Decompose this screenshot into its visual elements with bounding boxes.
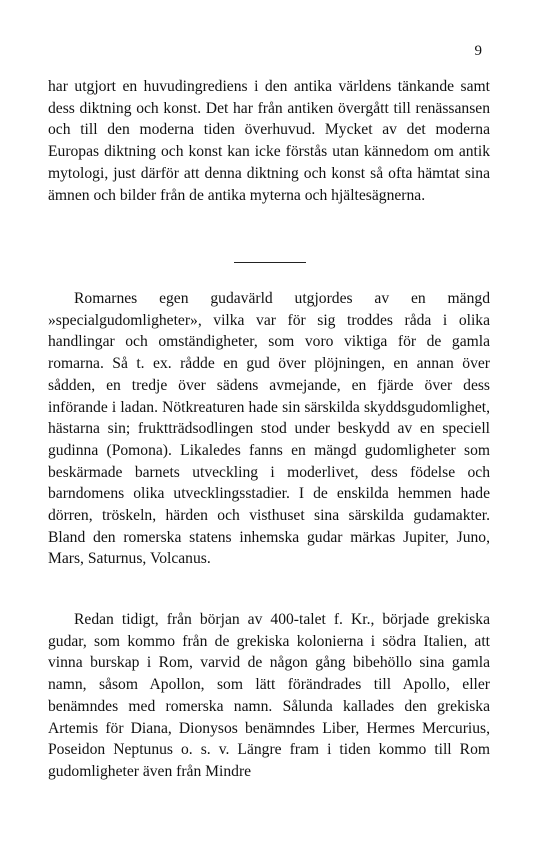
book-page — [48, 40, 490, 840]
page-number: 9 — [474, 43, 482, 59]
section-separator-rule — [234, 262, 306, 263]
paragraph-continuation: har utgjort en huvudingrediens i den antika världens tänkande samt dess diktning och konst. Det har från antiken övergått till renässansen och till den moderna tiden överhuvud. Mycket av det moderna Europas diktning och konst kan icke förstås utan kännedom om antik mytologi, just därför att denna diktning och konst så ofta hämtat sina ämnen och bilder från de antika myterna och hjältesägnerna. — [48, 78, 490, 204]
paragraph-greek-gods: Redan tidigt, från början av 400-talet f. Kr., började grekiska gudar, som kommo från de grekiska kolonierna i södra Italien, att vinna burskap i Rom, varvid de någon gång bibehöllo sina gamla namn, såsom Apollon, som lätt förändrades till Apollo, eller benämndes med romerska namn. Sålunda kallades den grekiska Artemis för Diana, Dionysos benämndes Liber, Hermes Mercurius, Poseidon Neptunus o. s. v. Längre fram i tiden kommo till Rom gudomligheter även från Mindre — [48, 611, 490, 780]
paragraph-roman-gods: Romarnes egen gudavärld utgjordes av en mängd »specialgudomligheter», vilka var för sig troddes råda i olika handlingar och omständigheter, som voro viktiga för de gamla romarna. Så t. ex. rådde en gud över plöjningen, en annan över sådden, en tredje över sädens avmejande, en fjärde över dess införande i ladan. Nötkreaturen hade sin särskilda skyddsgudomlighet, hästarna sin; fruktträdsodlingen stod under beskydd av en speciell gudinna (Pomona). Likaledes fanns en mängd gudomligheter som beskärmade barnets utveckling i moderlivet, dess födelse och barndomens olika utvecklingsstadier. I de enskilda hemmen hade dörren, tröskeln, härden och visthuset sina särskilda gudamakter. Bland den romerska statens inhemska gudar märkas Jupiter, Juno, Mars, Saturnus, Volcanus. — [48, 290, 490, 568]
